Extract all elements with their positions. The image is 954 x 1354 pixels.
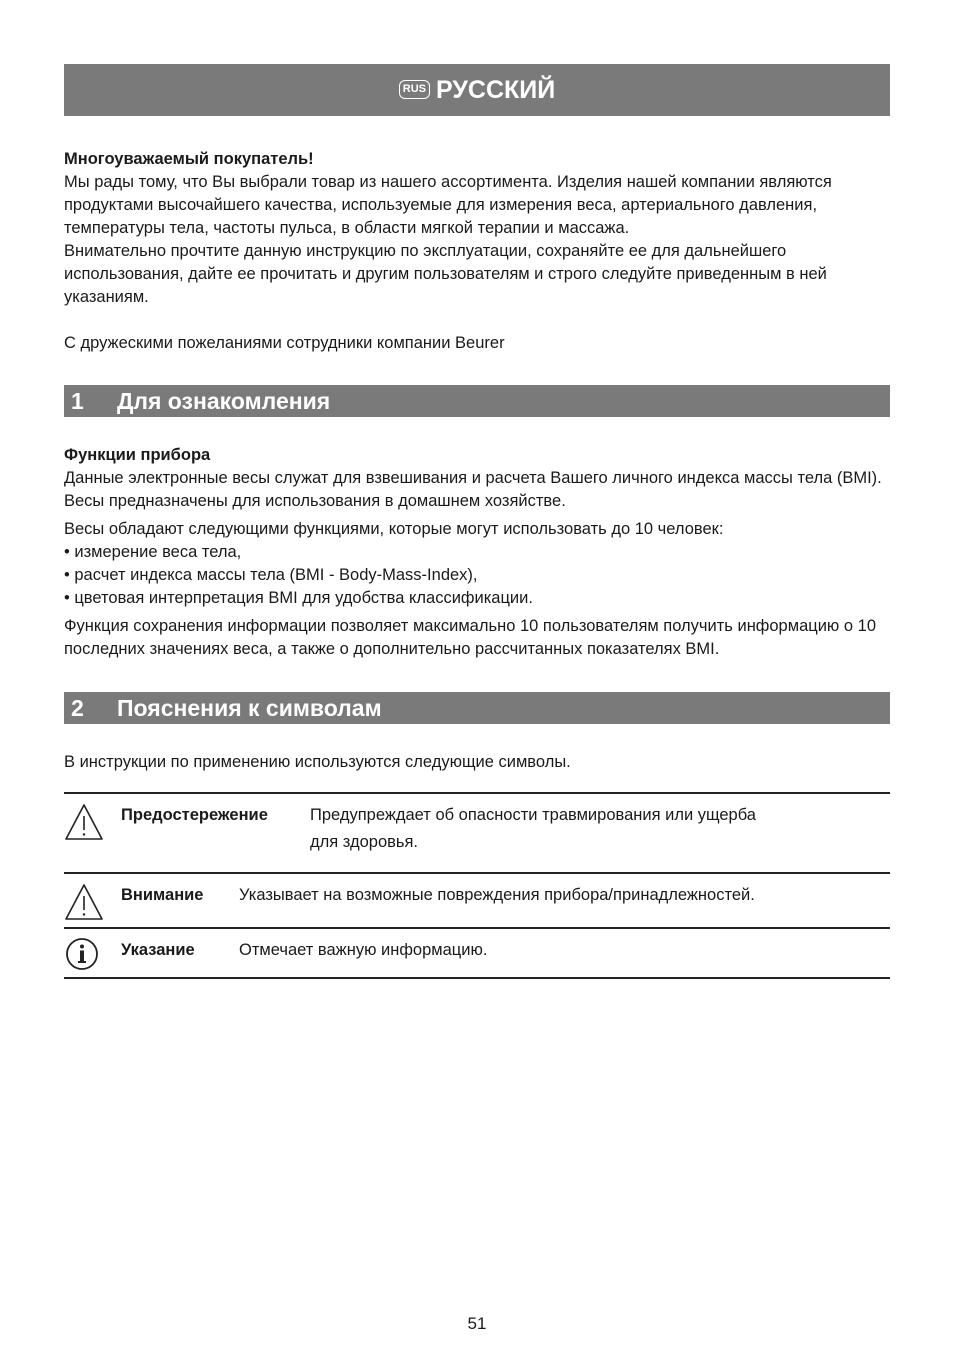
info-circle-icon — [64, 937, 121, 971]
symbol-label: Предостережение — [121, 806, 268, 824]
symbol-description: Указывает на возможные повреждения прибора/принадлежностей. — [239, 886, 755, 904]
section-2-intro: В инструкции по применению используются следующие символы. — [64, 753, 571, 771]
section-2-title: Пояснения к символам — [117, 694, 382, 721]
symbol-label: Указание — [121, 941, 195, 959]
section-2-number: 2 — [71, 694, 84, 721]
symbol-description: Отмечает важную информацию. — [239, 941, 488, 959]
page-number: 51 — [467, 1314, 487, 1333]
language-title: РУССКИЙ — [436, 75, 556, 104]
bullet-item: • расчет индекса массы тела (BMI - Body-Mass-Index), — [64, 566, 478, 584]
warning-triangle-icon — [64, 882, 121, 922]
section-1-heading — [64, 385, 890, 417]
section-1-paragraph-1: Данные электронные весы служат для взвешивания и расчета Вашего личного индекса массы тела (BMI). Весы предназначены для использования в домашнем хозяйстве. — [64, 469, 882, 510]
intro-block — [64, 148, 890, 355]
intro-closing: С дружескими пожеланиями сотрудники компании Beurer — [64, 334, 505, 352]
language-header — [64, 64, 890, 116]
symbol-row-note — [64, 929, 890, 979]
symbol-description-line: Предупреждает об опасности травмирования или ущерба — [310, 806, 756, 824]
section-1-subheading: Функции прибора — [64, 446, 211, 464]
symbol-description — [310, 802, 756, 856]
section-1-paragraph-3: Функция сохранения информации позволяет максимально 10 пользователям получить информацию о 10 последних значениях веса, а также о дополнительно рассчитанных показателях BMI. — [64, 617, 876, 658]
warning-triangle-icon — [64, 802, 121, 842]
intro-paragraph-2: Внимательно прочтите данную инструкцию по эксплуатации, сохраняйте ее для дальнейшего использования, дайте ее прочитать и другим пользователям и строго следуйте приведенным в ней указаниям. — [64, 242, 827, 306]
symbol-description-line: для здоровья. — [310, 833, 419, 851]
section-1-paragraph-2: Весы обладают следующими функциями, которые могут использовать до 10 человек: — [64, 520, 724, 538]
symbol-label: Внимание — [121, 886, 204, 904]
bullet-item: • цветовая интерпретация BMI для удобства классификации. — [64, 589, 533, 607]
section-1-title: Для ознакомления — [117, 387, 331, 414]
bullet-item: • измерение веса тела, — [64, 543, 242, 561]
greeting: Многоуважаемый покупатель! — [64, 150, 314, 168]
language-badge: RUS — [399, 80, 430, 99]
section-2-heading — [64, 692, 890, 724]
manual-page — [64, 64, 890, 979]
section-1-number: 1 — [71, 387, 84, 414]
symbols-table — [64, 792, 890, 979]
section-1-body — [64, 444, 890, 661]
intro-paragraph-1: Мы рады тому, что Вы выбрали товар из нашего ассортимента. Изделия нашей компании являются продуктами высочайшего качества, используемые для измерения веса, артериального давления, температуры тела, частоты пульса, в области мягкой терапии и массажа. — [64, 173, 832, 237]
symbol-row-warning — [64, 794, 890, 874]
symbol-row-caution — [64, 874, 890, 929]
